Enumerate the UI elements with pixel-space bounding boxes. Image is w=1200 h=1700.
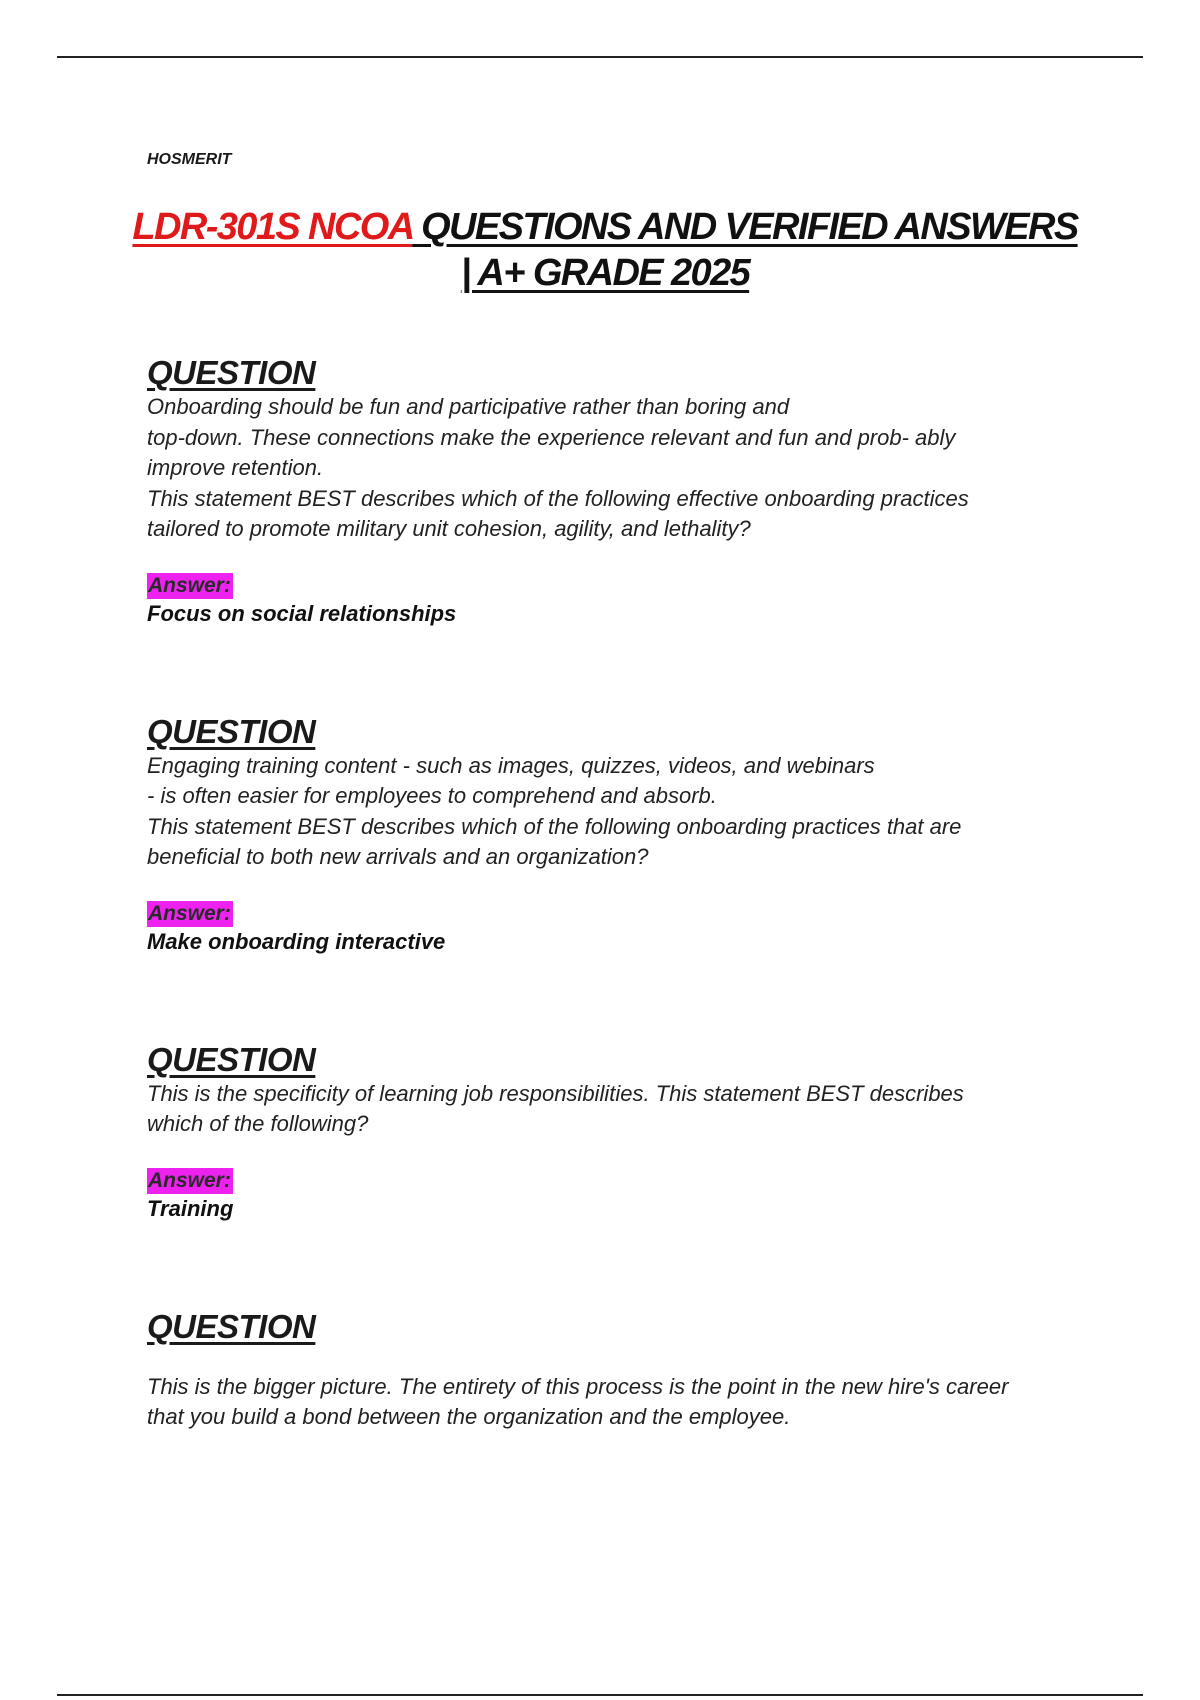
question-block xyxy=(147,1308,1107,1433)
question-heading: QUESTION xyxy=(147,1307,316,1345)
question-line: beneficial to both new arrivals and an organization? xyxy=(147,844,649,869)
document-body xyxy=(132,150,1107,1433)
bottom-rule xyxy=(57,1694,1143,1696)
question-text xyxy=(147,1079,1107,1140)
question-line: This statement BEST describes which of the following effective onboarding practices xyxy=(147,485,969,511)
question-line: - is often easier for employees to comprehend and absorb. xyxy=(147,783,717,808)
question-heading: QUESTION xyxy=(147,354,316,391)
question-line: This is the bigger picture. The entirety of this process is the point in the new hire's career xyxy=(147,1373,1009,1399)
question-line: tailored to promote military unit cohesion, agility, and lethality? xyxy=(147,516,751,541)
answer-text: Focus on social relationships xyxy=(147,600,457,626)
document-title xyxy=(125,204,1085,296)
question-block xyxy=(147,1041,1107,1224)
top-rule xyxy=(57,56,1143,58)
question-heading: QUESTION xyxy=(147,1040,316,1078)
question-block xyxy=(147,354,1107,629)
author-label: HOSMERIT xyxy=(147,151,232,168)
question-line: This is the specificity of learning job responsibilities. This statement BEST describes xyxy=(147,1080,964,1106)
question-line: top-down. These connections make the experience relevant and fun and prob- ably xyxy=(147,424,956,450)
question-line: that you build a bond between the organization and the employee. xyxy=(147,1404,791,1429)
answer-text: Training xyxy=(147,1195,234,1221)
question-line: improve retention. xyxy=(147,455,324,480)
answer-label: Answer: xyxy=(148,573,231,597)
question-line: Engaging training content - such as images, quizzes, videos, and webinars xyxy=(147,752,875,778)
question-block xyxy=(147,713,1107,957)
question-heading: QUESTION xyxy=(147,712,316,750)
question-line: This statement BEST describes which of the following onboarding practices that are xyxy=(147,813,962,839)
question-line: Onboarding should be fun and participative rather than boring and xyxy=(147,394,790,419)
question-text xyxy=(147,751,1107,873)
answer-text: Make onboarding interactive xyxy=(147,928,446,954)
answer-label: Answer: xyxy=(148,901,231,925)
question-text xyxy=(147,1372,1107,1433)
title-rest: QUESTIONS AND VERIFIED ANSWERS | A+ GRADE 2025 xyxy=(412,206,1078,294)
title-course-code: LDR-301S NCOA xyxy=(132,206,413,248)
question-text xyxy=(147,392,1107,545)
question-line: which of the following? xyxy=(147,1111,369,1136)
answer-label: Answer: xyxy=(148,1168,231,1192)
